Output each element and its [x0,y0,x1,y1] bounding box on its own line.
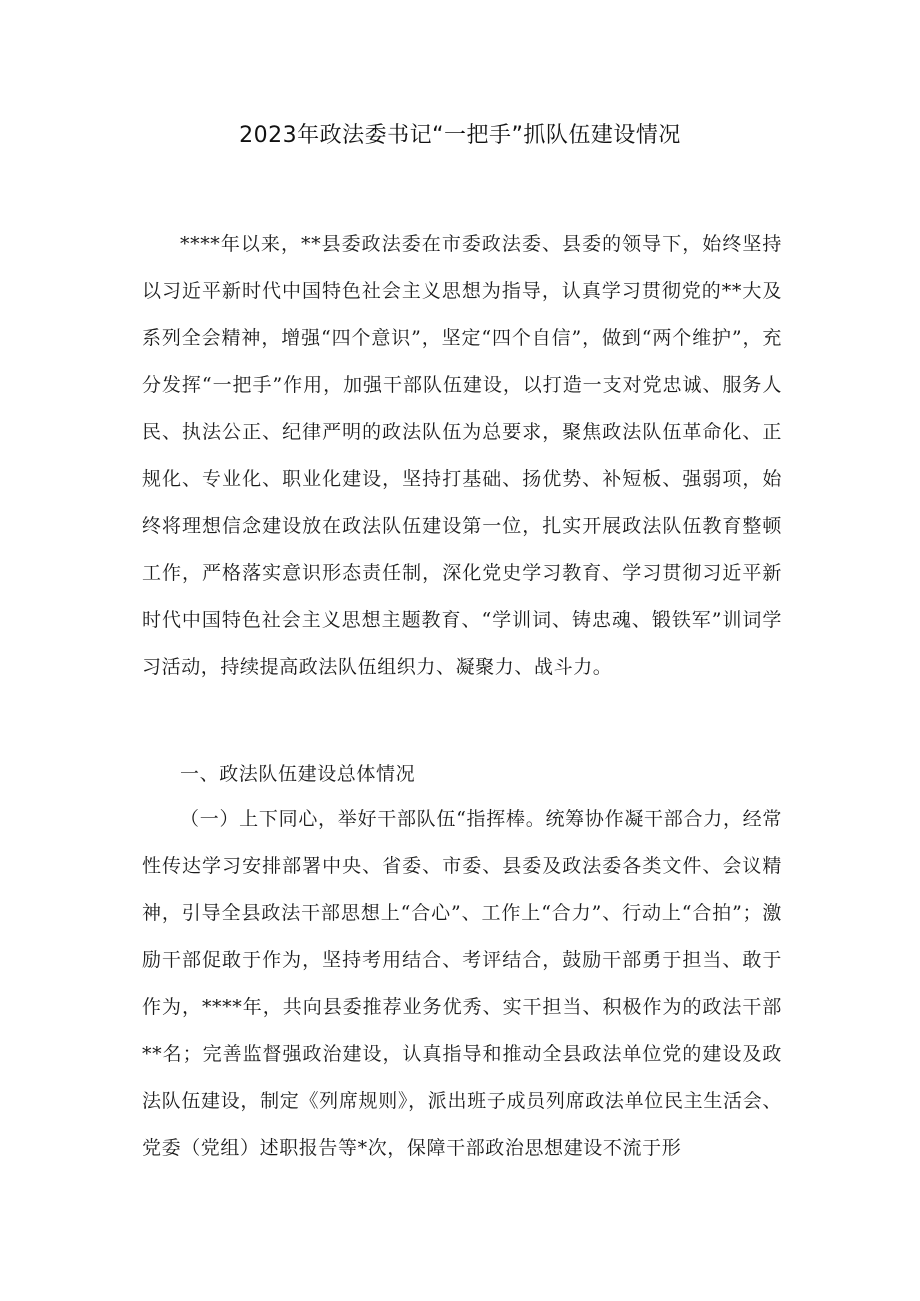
document-title: 2023年政法委书记“一把手”抓队伍建设情况 [239,123,681,148]
section-heading: 一、政法队伍建设总体情况 [180,763,416,785]
intro-paragraph: ****年以来，**县委政法委在市委政法委、县委的领导下，始终坚持以习近平新时代中国特色社会主义思想为指导，认真学习贯彻党的**大及系列全会精神，增强“四个意识”，坚定“四个自信”，做到“两个维护”，充分发挥“一把手”作用，加强干部队伍建设，以打造一支对党忠诚、服务人民、执法公正、纪律严明的政法队伍为总要求，聚焦政法队伍革命化、正规化、专业化、职业化建设，坚持打基础、扬优势、补短板、强弱项，始终将理想信念建设放在政法队伍建设第一位，扎实开展政法队伍教育整顿工作，严格落实意识形态责任制，深化党史学习教育、学习贯彻习近平新时代中国特色社会主义思想主题教育、“学训词、铸忠魂、锻铁军”训词学习活动，持续提高政法队伍组织力、凝聚力、战斗力。 [142,233,782,678]
section-paragraph: （一）上下同心，举好干部队伍“指挥棒。统筹协作凝干部合力，经常性传达学习安排部署中央、省委、市委、县委及政法委各类文件、会议精神，引导全县政法干部思想上“合心”、工作上“合力”、行动上“合拍”；激励干部促敢于作为，坚持考用结合、考评结合，鼓励干部勇于担当、敢于作为，****年，共向县委推荐业务优秀、实干担当、积极作为的政法干部**名；完善监督强政治建设，认真指导和推动全县政法单位党的建设及政法队伍建设，制定《列席规则》，派出班子成员列席政法单位民主生活会、党委（党组）述职报告等*次，保障干部政治思想建设不流于形 [142,808,782,1159]
